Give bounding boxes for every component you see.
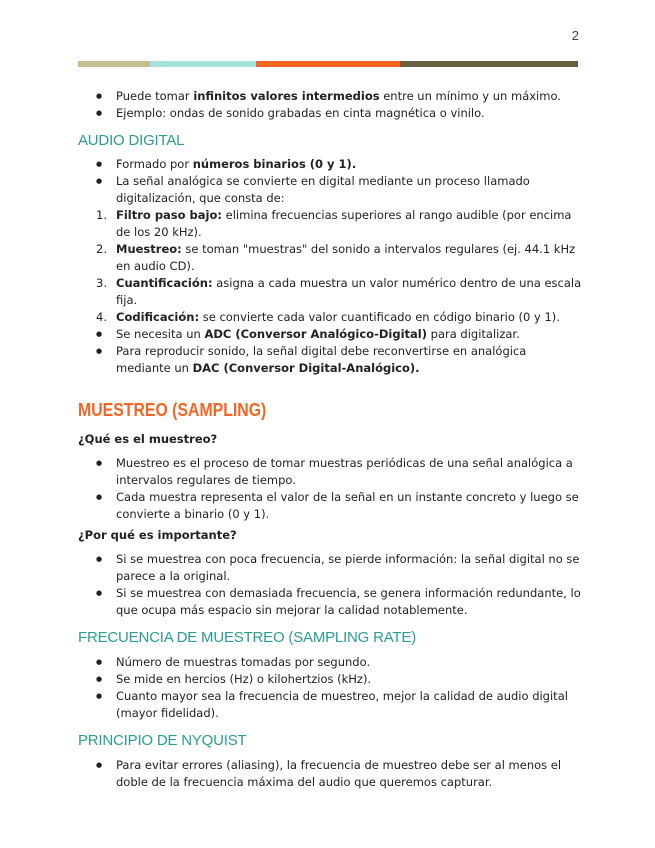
intro-list — [78, 88, 582, 122]
color-bar-segment-2 — [150, 61, 256, 67]
page-number: 2 — [571, 28, 579, 43]
color-bar-segment-1 — [78, 61, 150, 67]
list-item: ● Número de muestras tomadas por segundo. — [78, 654, 582, 671]
list-item: ● Ejemplo: ondas de sonido grabadas en cinta magnética o vinilo. — [78, 105, 582, 122]
nyquist-list — [78, 757, 582, 791]
list-item: ● Puede tomar infinitos valores intermedios entre un mínimo y un máximo. — [78, 88, 582, 105]
digitalization-steps — [78, 207, 582, 326]
audio-digital-list — [78, 156, 582, 207]
list-item: ● La señal analógica se convierte en digital mediante un proceso llamado digitalización, que consta de: — [78, 173, 582, 207]
list-item: ● Formado por números binarios (0 y 1). — [78, 156, 582, 173]
heading-nyquist: PRINCIPIO DE NYQUIST — [78, 732, 247, 749]
list-item: ● Si se muestrea con demasiada frecuencia, se genera información redundante, lo que ocupa más espacio sin mejorar la calidad notablemente. — [78, 585, 582, 619]
color-bar-segment-3 — [256, 61, 400, 67]
header-color-bar — [78, 61, 578, 67]
document-body — [78, 88, 582, 791]
list-item: ● Cuanto mayor sea la frecuencia de muestreo, mejor la calidad de audio digital (mayor fidelidad). — [78, 688, 582, 722]
muestreo-definition-list — [78, 455, 582, 523]
frecuencia-list — [78, 654, 582, 722]
heading-muestreo: MUESTREO (SAMPLING) — [78, 400, 267, 420]
heading-audio-digital: AUDIO DIGITAL — [78, 132, 185, 149]
list-item: ● Muestreo es el proceso de tomar muestras periódicas de una señal analógica a intervalos regulares de tiempo. — [78, 455, 582, 489]
list-item: ● Se mide en hercios (Hz) o kilohertzios (kHz). — [78, 671, 582, 688]
question-por-que: ¿Por qué es importante? — [78, 528, 237, 542]
numbered-item: 2. Muestreo: se toman "muestras" del sonido a intervalos regulares (ej. 44.1 kHz en audio CD). — [96, 242, 576, 273]
color-bar-segment-4 — [400, 61, 578, 67]
list-item: ● Se necesita un ADC (Conversor Analógico-Digital) para digitalizar. — [78, 326, 582, 343]
numbered-item: 1. Filtro paso bajo: elimina frecuencias superiores al rango audible (por encima de los 20 kHz). — [96, 208, 572, 239]
heading-frecuencia: FRECUENCIA DE MUESTREO (SAMPLING RATE) — [78, 629, 416, 646]
list-item: ● Cada muestra representa el valor de la señal en un instante concreto y luego se convierte a binario (0 y 1). — [78, 489, 582, 523]
list-item: ● Si se muestrea con poca frecuencia, se pierde información: la señal digital no se parece a la original. — [78, 551, 582, 585]
list-item: ● Para reproducir sonido, la señal digital debe reconvertirse en analógica mediante un DAC (Conversor Digital-Analógico). — [78, 343, 582, 377]
question-que-es: ¿Qué es el muestreo? — [78, 432, 218, 446]
numbered-item: 4. Codificación: se convierte cada valor cuantificado en código binario (0 y 1). — [96, 310, 560, 324]
numbered-item: 3. Cuantificación: asigna a cada muestra un valor numérico dentro de una escala fija. — [96, 276, 582, 307]
muestreo-importance-list — [78, 551, 582, 619]
list-item: ● Para evitar errores (aliasing), la frecuencia de muestreo debe ser al menos el doble de la frecuencia máxima del audio que queremos capturar. — [78, 757, 582, 791]
audio-digital-list-2 — [78, 326, 582, 377]
